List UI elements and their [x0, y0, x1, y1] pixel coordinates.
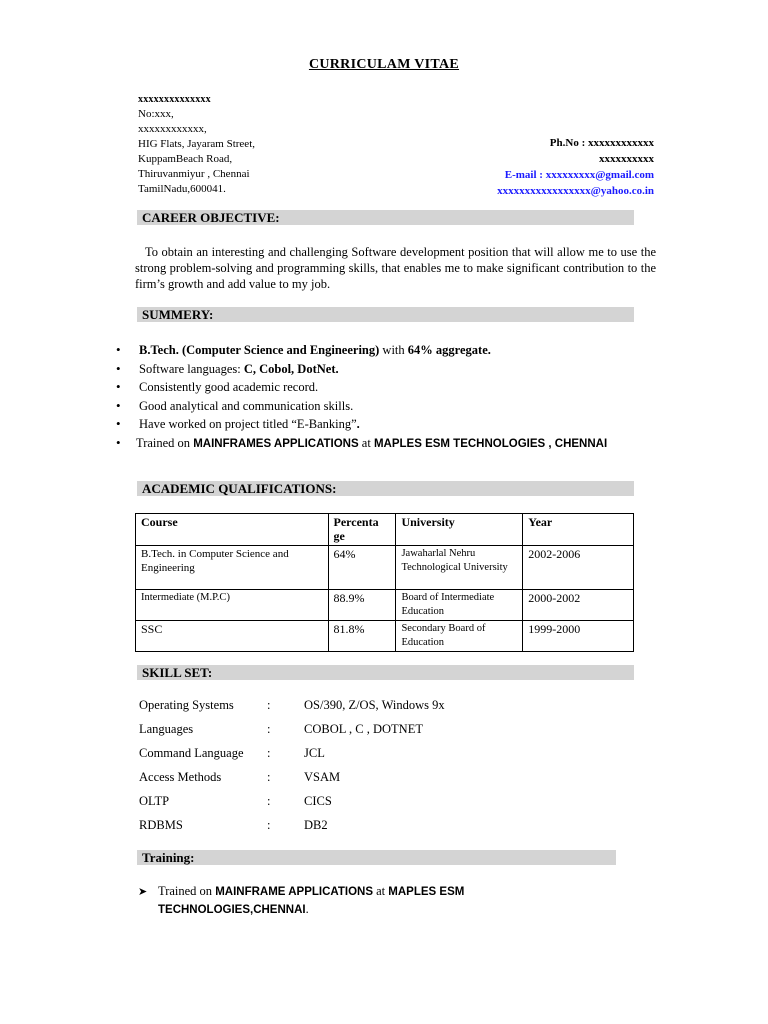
column-header-course: Course	[136, 514, 329, 546]
academic-table	[135, 513, 634, 652]
cell-percentage: 64%	[328, 546, 396, 590]
summary-heading: SUMMERY:	[137, 307, 634, 322]
summary-company: MAPLES ESM TECHNOLOGIES , CHENNAI	[373, 437, 608, 450]
summary-training: MAINFRAMES APPLICATIONS	[193, 437, 359, 450]
cell-university: Secondary Board of Education	[396, 621, 523, 652]
summary-text: Have worked on project titled “E-Banking”	[139, 417, 357, 431]
training-heading: Training:	[137, 850, 616, 865]
summary-degree: B.Tech. (Computer Science and Engineering)	[139, 343, 380, 357]
email-row-2	[497, 183, 654, 199]
address-line: TamilNadu,600041.	[138, 183, 226, 195]
email-address-2[interactable]: xxxxxxxxxxxxxxxxx@yahoo.co.in	[497, 185, 654, 197]
column-header-percentage: Percenta ge	[328, 514, 396, 546]
career-objective-heading: CAREER OBJECTIVE:	[137, 210, 634, 225]
skill-key: Languages	[139, 722, 194, 736]
skill-separator: :	[267, 698, 271, 712]
summary-text: Trained on	[136, 435, 194, 450]
table-row	[136, 546, 634, 590]
address-block	[138, 92, 255, 197]
cell-course: Intermediate (M.P.C)	[136, 590, 329, 621]
skill-separator: :	[267, 794, 271, 808]
phone-row-2	[497, 151, 654, 167]
skill-value: JCL	[304, 746, 325, 760]
training-course: MAINFRAME APPLICATIONS	[215, 886, 373, 898]
phone-number: xxxxxxxxxxxx	[588, 137, 654, 149]
cell-year: 1999-2000	[523, 621, 634, 652]
skill-key: Command Language	[139, 746, 244, 760]
training-text-part: .	[305, 902, 309, 916]
summary-text: at	[358, 435, 374, 450]
cell-percentage: 88.9%	[328, 590, 396, 621]
skill-key: RDBMS	[139, 818, 183, 832]
cell-course: B.Tech. in Computer Science and Engineering	[136, 546, 329, 590]
skill-key: Operating Systems	[139, 698, 234, 712]
address-line: KuppamBeach Road,	[138, 153, 233, 165]
email-label: E-mail :	[504, 169, 543, 181]
skill-separator: :	[267, 746, 271, 760]
phone-label: Ph.No :	[549, 137, 586, 149]
cell-university: Jawaharlal Nehru Technological University	[396, 546, 523, 590]
cell-percentage: 81.8%	[328, 621, 396, 652]
skill-value: VSAM	[304, 770, 341, 784]
summary-list	[116, 341, 656, 453]
summary-text: Software languages:	[139, 361, 244, 376]
skill-value: OS/390, Z/OS, Windows 9x	[304, 698, 445, 712]
contact-block	[497, 135, 654, 199]
summary-languages: C, Cobol, DotNet.	[243, 361, 339, 376]
training-text-part: Trained on	[158, 884, 216, 898]
list-item	[116, 415, 656, 434]
email-address[interactable]: xxxxxxxxx@gmail.com	[545, 169, 654, 181]
academic-heading: ACADEMIC QUALIFICATIONS:	[137, 481, 634, 496]
arrow-bullet-icon: ➤	[138, 885, 148, 898]
email-row	[497, 167, 654, 183]
phone-number-2: xxxxxxxxxx	[599, 153, 654, 165]
table-row	[136, 590, 634, 621]
list-item	[116, 341, 656, 360]
cell-course: SSC	[136, 621, 329, 652]
skill-value: DB2	[304, 818, 328, 832]
column-header-year: Year	[523, 514, 634, 546]
table-header-row	[136, 514, 634, 546]
document-title: CURRICULAM VITAE	[308, 57, 460, 72]
summary-text: .	[356, 417, 360, 431]
training-text	[138, 883, 558, 919]
summary-text: Good analytical and communication skills.	[139, 398, 354, 413]
phone-row	[497, 135, 654, 151]
list-item	[116, 397, 656, 416]
training-company: MAPLES ESM TECHNOLOGIES,CHENNAI	[158, 886, 465, 916]
training-item	[138, 883, 558, 919]
training-text-part: at	[373, 884, 389, 898]
address-line: HIG Flats, Jayaram Street,	[138, 138, 255, 150]
skill-key: OLTP	[139, 794, 170, 808]
list-item	[116, 360, 656, 379]
summary-aggregate: 64% aggregate.	[407, 343, 491, 357]
skill-value: COBOL , C , DOTNET	[304, 722, 423, 736]
skill-set-heading: SKILL SET:	[137, 665, 634, 680]
candidate-name: xxxxxxxxxxxxxx	[138, 94, 211, 105]
summary-text: with	[379, 343, 408, 357]
summary-text: Consistently good academic record.	[139, 380, 319, 394]
skill-value: CICS	[304, 794, 332, 808]
cell-year: 2002-2006	[523, 546, 634, 590]
skill-separator: :	[267, 722, 271, 736]
skill-separator: :	[267, 770, 271, 784]
list-item	[116, 434, 656, 454]
cell-year: 2000-2002	[523, 590, 634, 621]
table-row	[136, 621, 634, 652]
cell-university: Board of Intermediate Education	[396, 590, 523, 621]
career-objective-text: To obtain an interesting and challenging Software development position that will allow me to use the strong problem-solving and programming skills, that enables me to make significant contribution to the firm’s growth and add value to my job.	[135, 245, 656, 291]
column-header-university: University	[396, 514, 523, 546]
address-line: Thiruvanmiyur , Chennai	[138, 168, 250, 180]
skill-key: Access Methods	[139, 770, 222, 784]
skill-separator: :	[267, 818, 271, 832]
address-line: No:xxx,	[138, 108, 174, 120]
address-line: xxxxxxxxxxxx,	[138, 123, 207, 135]
list-item	[116, 378, 656, 397]
